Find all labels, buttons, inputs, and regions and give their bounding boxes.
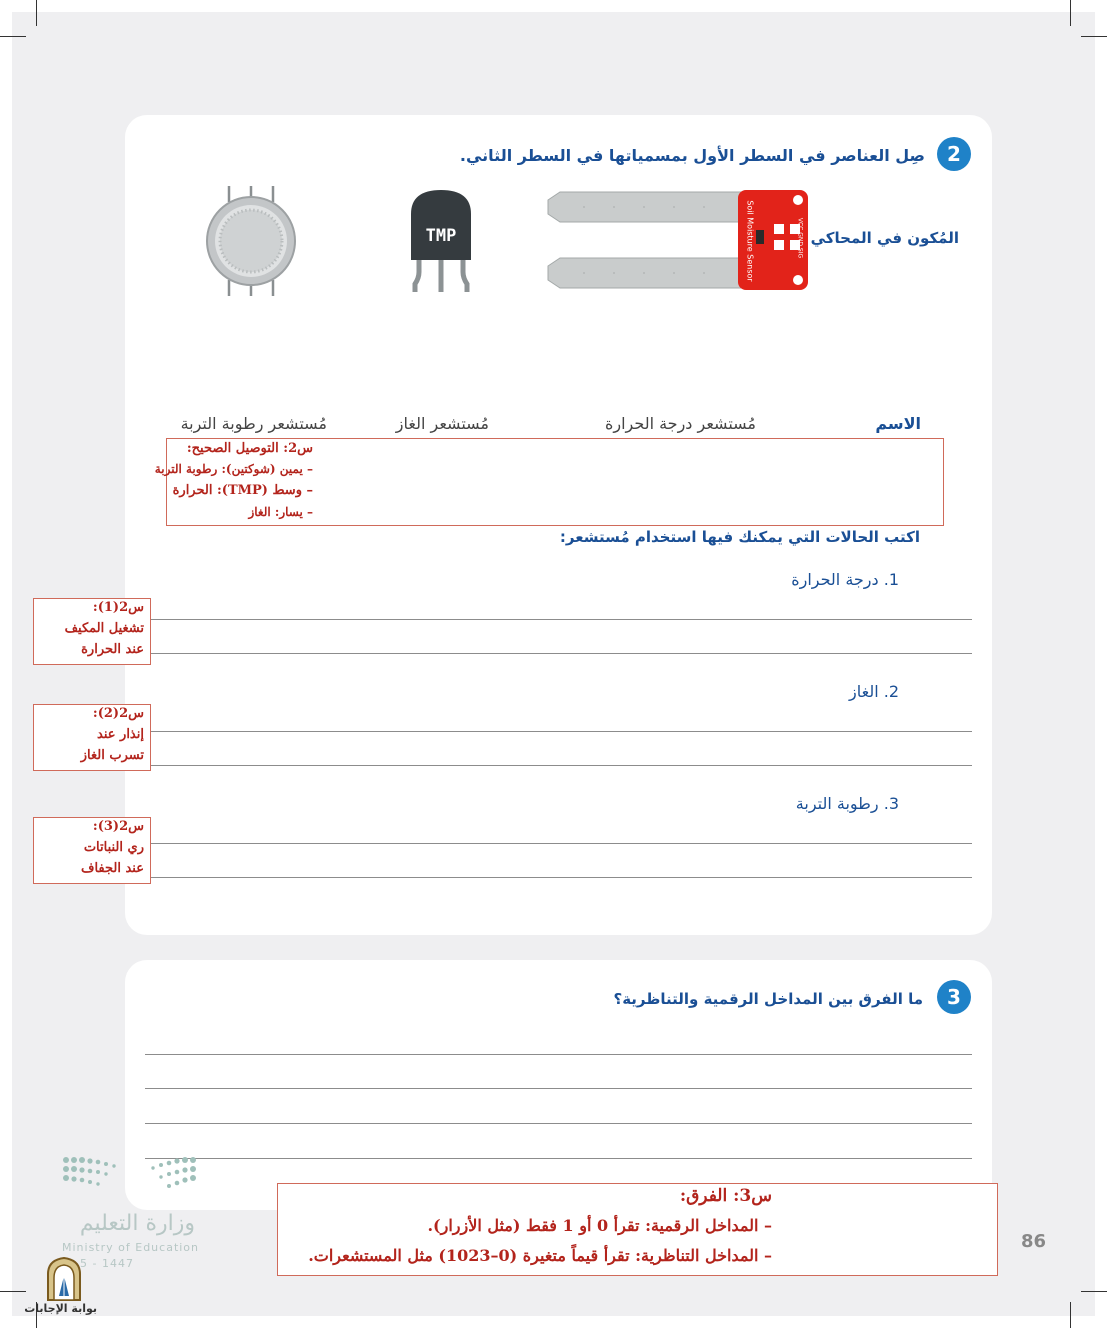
name-row-label: الاسم: [875, 414, 921, 433]
side-answer-text: إنذار عند: [97, 727, 144, 742]
name-temperature-sensor: مُستشعر درجة الحرارة: [604, 414, 756, 433]
case-soil-moisture: 3. رطوبة التربة: [795, 794, 899, 813]
side-answer-text: عند الحرارة: [81, 642, 144, 657]
ministry-name-english: Ministry of Education: [62, 1241, 200, 1254]
crop-mark: [36, 0, 37, 26]
component-row-label: المُكون في المحاكي: [810, 229, 959, 247]
question-2-number: 2: [937, 137, 971, 171]
soil-moisture-sensor-image: [544, 188, 810, 292]
soil-sensor-pins: VCC GND SIG: [796, 217, 804, 259]
question-3-answer-line: – المداخل التناظرية: تقرأ قيماً متغيرة (0–1023) مثل المستشعرات.: [308, 1246, 772, 1265]
side-answer-text: س2(2):: [92, 706, 144, 721]
side-answer-text: عند الجفاف: [80, 861, 144, 876]
crop-mark: [0, 1291, 26, 1292]
side-answer-box-2: [33, 704, 151, 771]
answer-line: [145, 1054, 972, 1055]
side-answer-text: تسرب الغاز: [80, 748, 144, 763]
question-3-answer-line: س3: الفرق:: [679, 1186, 772, 1206]
question-3-answer-line: – المداخل الرقمية: تقرأ 0 أو 1 فقط (مثل الأزرار).: [427, 1216, 772, 1235]
name-gas-sensor: مُستشعر الغاز: [395, 414, 489, 433]
ministry-name-arabic: وزارة التعليم: [79, 1211, 195, 1236]
answer-line: [145, 619, 972, 620]
ministry-logo-dots-icon: [62, 1156, 197, 1196]
case-temperature: 1. درجة الحرارة: [791, 570, 899, 589]
side-answer-text: ري النباتات: [83, 840, 144, 855]
answers-portal-logo-icon: [44, 1256, 84, 1302]
answer-line: [145, 1158, 972, 1159]
crop-mark: [1081, 36, 1107, 37]
answer-line: [145, 877, 972, 878]
ministry-year: 5 - 1447: [80, 1257, 134, 1270]
answer-line: [145, 731, 972, 732]
side-answer-text: س2(1):: [92, 600, 144, 615]
cases-prompt: اكتب الحالات التي يمكنك فيها استخدام مُستشعر:: [559, 528, 920, 546]
question-3-text: ما الفرق بين المداخل الرقمية والتناظرية؟: [613, 990, 923, 1008]
answer-line: [145, 653, 972, 654]
crop-mark: [1070, 0, 1071, 26]
name-soil-sensor: مُستشعر رطوبة التربة: [180, 414, 327, 433]
side-answer-text: س2(3):: [92, 819, 144, 834]
answer-line: [145, 1123, 972, 1124]
answer-line: [145, 1088, 972, 1089]
crop-mark: [1081, 1291, 1107, 1292]
matching-answer-line: س2: التوصيل الصحيح:: [186, 441, 313, 456]
soil-sensor-print: Soil Moisture Sensor: [745, 200, 755, 282]
gas-sensor-image: [205, 186, 297, 296]
answers-portal-name: بوابة الإجابات: [24, 1302, 97, 1315]
side-answer-text: تشغيل المكيف: [64, 621, 144, 636]
matching-answer-line: – يسار: الغاز: [248, 505, 313, 519]
matching-answer-line: – يمين (شوكتين): رطوبة التربة: [154, 462, 313, 476]
answer-line: [145, 843, 972, 844]
tmp-sensor-print: TMP: [425, 226, 457, 246]
matching-answer-line: – وسط (TMP): الحرارة: [172, 483, 313, 498]
case-gas: 2. الغاز: [849, 682, 899, 701]
side-answer-box-3: [33, 817, 151, 884]
question-3-number: 3: [937, 980, 971, 1014]
side-answer-box-1: [33, 598, 151, 665]
answer-line: [145, 765, 972, 766]
crop-mark: [1070, 1302, 1071, 1328]
question-2-instruction: صِل العناصر في السطر الأول بمسمياتها في السطر الثاني.: [459, 146, 925, 165]
crop-mark: [0, 36, 26, 37]
page-number: 86: [1021, 1231, 1047, 1252]
